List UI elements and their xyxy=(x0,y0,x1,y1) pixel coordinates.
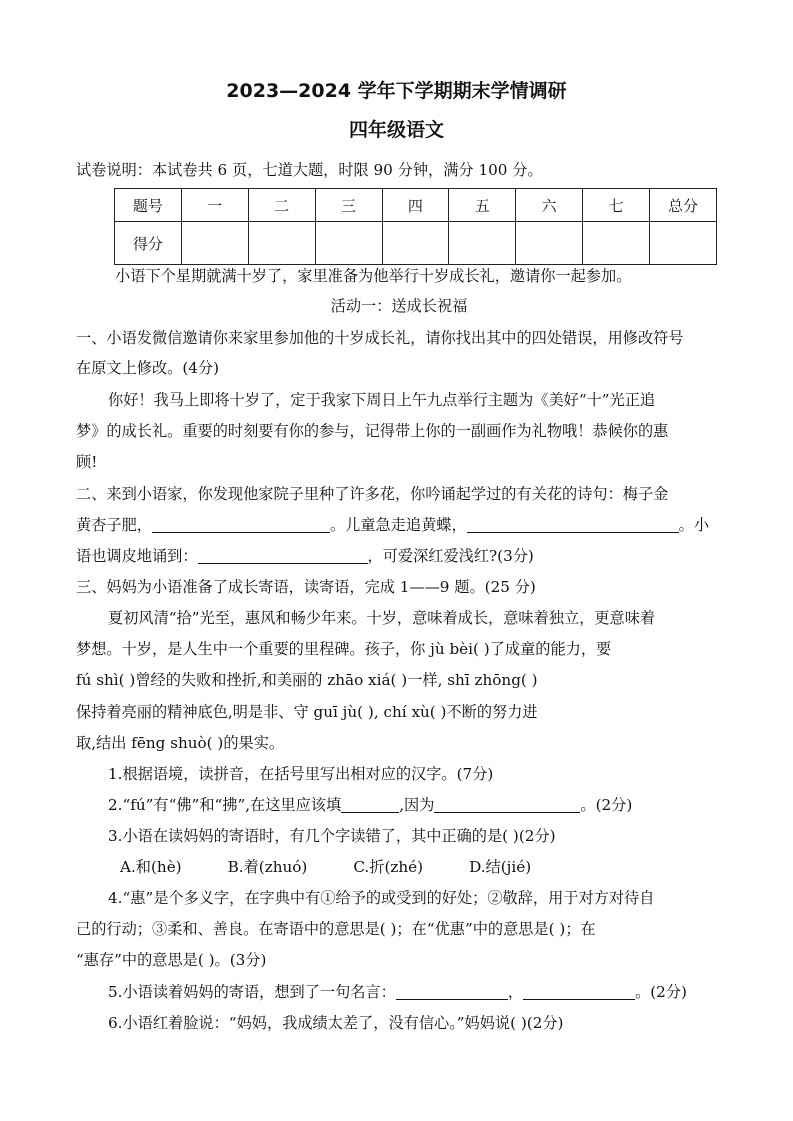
passage-line: 夏初风清“拾”光至，惠风和畅少年来。十岁，意味着成长，意味着独立，更意味着 xyxy=(108,609,656,627)
exam-instructions: 试卷说明：本试卷共 6 页，七道大题，时限 90 分钟，满分 100 分。 xyxy=(76,161,543,179)
score-cell[interactable] xyxy=(181,222,248,265)
sub-question-text: ， xyxy=(507,983,524,1001)
option-c[interactable]: C.折(zhé) xyxy=(353,858,424,876)
score-header-cell: 二 xyxy=(248,189,315,222)
question-1-line: 在原文上修改。(4分) xyxy=(76,359,220,377)
sub-question-text: 2.“fú”有“佛”和“拂”,在这里应该填 xyxy=(108,796,342,814)
score-cell[interactable] xyxy=(248,222,315,265)
poem-text: ，可爱深红爱浅红?(3分) xyxy=(367,547,534,565)
poem-text: 黄杏子肥， xyxy=(76,516,152,534)
question-3-heading: 三、妈妈为小语准备了成长寄语，读寄语，完成 1——9 题。(25 分) xyxy=(76,578,536,596)
score-cell[interactable] xyxy=(650,222,717,265)
sub-question-3: 3.小语在读妈妈的寄语时，有几个字读错了，其中正确的是( )(2分) xyxy=(108,827,556,845)
passage-line: 保持着亮丽的精神底色,明是非、守 guī jù( ), chí xù( )不断的努力进 xyxy=(76,703,538,721)
score-header-cell: 题号 xyxy=(115,189,182,222)
sub-question-5 xyxy=(108,982,722,1002)
answer-blank[interactable] xyxy=(434,796,580,813)
sub-question-1: 1.根据语境，读拼音，在括号里写出相对应的汉字。(7分) xyxy=(108,765,494,783)
option-a[interactable]: A.和(hè) xyxy=(120,858,182,876)
exam-subtitle: 四年级语文 xyxy=(348,119,444,141)
question-2-line: 二、来到小语家，你发现他家院子里种了许多花，你吟诵起学过的有关花的诗句：梅子金 xyxy=(76,485,669,503)
score-header-cell: 一 xyxy=(181,189,248,222)
score-header-cell: 六 xyxy=(516,189,583,222)
answer-blank[interactable] xyxy=(152,516,330,533)
score-header-cell: 五 xyxy=(449,189,516,222)
exam-title: 2023—2024 学年下学期期末学情调研 xyxy=(226,80,567,102)
letter-line: 梦》的成长礼。重要的时刻要有你的参与，记得带上你的一副画作为礼物哦！恭候你的惠 xyxy=(76,422,669,440)
poem-text: 语也调皮地诵到： xyxy=(76,547,198,565)
sub-question-text: ,因为 xyxy=(399,796,435,814)
sub-question-2 xyxy=(108,795,722,815)
score-header-cell: 三 xyxy=(315,189,382,222)
sub-question-4: 己的行动；③柔和、善良。在寄语中的意思是( )；在“优惠”中的意思是( )；在 xyxy=(76,920,596,938)
letter-line: 你好！我马上即将十岁了，定于我家下周日上午九点举行主题为《美好“十”光正追 xyxy=(108,391,656,409)
letter-line: 顾! xyxy=(76,453,98,471)
score-table xyxy=(114,188,717,265)
option-b[interactable]: B.着(zhuó) xyxy=(227,858,308,876)
score-header-cell: 四 xyxy=(382,189,449,222)
poem-text: 。小 xyxy=(678,516,709,534)
poem-text: 。儿童急走追黄蝶， xyxy=(329,516,467,534)
score-row-label: 得分 xyxy=(115,222,182,265)
question-2-line xyxy=(76,546,722,566)
score-cell[interactable] xyxy=(449,222,516,265)
answer-blank[interactable] xyxy=(523,983,635,1000)
sub-question-text: 。(2分) xyxy=(635,983,687,1001)
sub-question-text: 。(2分) xyxy=(580,796,633,814)
score-header-cell: 七 xyxy=(583,189,650,222)
question-1-line: 一、小语发微信邀请你来家里参加他的十岁成长礼，请你找出其中的四处错误，用修改符号 xyxy=(76,329,684,347)
score-cell[interactable] xyxy=(315,222,382,265)
score-header-cell: 总分 xyxy=(650,189,717,222)
answer-blank[interactable] xyxy=(467,516,679,533)
passage-line: 取,结出 fēng shuò( )的果实。 xyxy=(76,734,285,752)
answer-blank[interactable] xyxy=(198,547,368,564)
question-2-line xyxy=(76,515,722,535)
score-cell[interactable] xyxy=(382,222,449,265)
sub-question-6: 6.小语红着脸说：“妈妈，我成绩太差了，没有信心。”妈妈说( )(2分) xyxy=(108,1014,564,1032)
answer-blank[interactable] xyxy=(341,796,399,813)
intro-text: 小语下个星期就满十岁了，家里准备为他举行十岁成长礼，邀请你一起参加。 xyxy=(115,267,632,285)
option-d[interactable]: D.结(jié) xyxy=(469,858,532,876)
sub-question-4: 4.“惠”是个多义字，在字典中有①给予的或受到的好处；②敬辞，用于对方对待自 xyxy=(108,889,655,907)
answer-blank[interactable] xyxy=(396,983,508,1000)
sub-question-4: “惠存”中的意思是( )。(3分) xyxy=(76,951,267,969)
sub-question-text: 5.小语读着妈妈的寄语，想到了一句名言： xyxy=(108,983,396,1001)
score-cell[interactable] xyxy=(516,222,583,265)
score-cell[interactable] xyxy=(583,222,650,265)
passage-line: fú shì( )曾经的失败和挫折,和美丽的 zhāo xiá( )一样, shī zhōng( ) xyxy=(76,671,538,689)
activity-heading: 活动一：送成长祝福 xyxy=(330,297,468,315)
passage-line: 梦想。十岁，是人生中一个重要的里程碑。孩子，你 jù bèi( )了成童的能力，要 xyxy=(76,640,612,658)
option-row xyxy=(120,857,720,877)
